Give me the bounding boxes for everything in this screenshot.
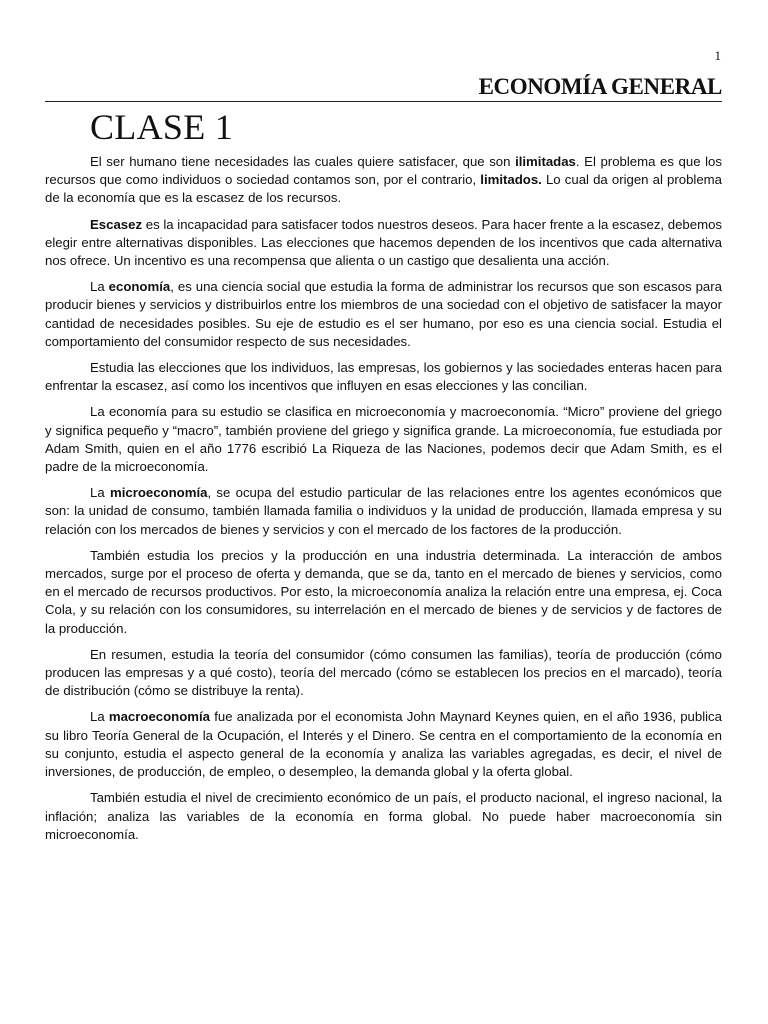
text-run: El ser humano tiene necesidades las cuales quiere satisfacer, que son: [90, 154, 516, 169]
text-run: , se ocupa del estudio particular de las relaciones entre los agentes económicos que son: la unidad de consumo, también llamada familia o individuos y la unidad de producción, llamada empresa y su relación con los mercados de bienes y servicios y con el mercado de los factores de la producción.: [45, 485, 722, 537]
bold-term: microeconomía: [109, 485, 208, 501]
text-run: La: [90, 279, 109, 295]
header-title: ECONOMÍA GENERAL: [478, 74, 722, 99]
bold-term: ilimitadas: [515, 154, 576, 169]
bold-term: limitados.: [480, 172, 542, 188]
paragraph: [45, 789, 722, 844]
paragraph: [45, 359, 722, 395]
text-run: También estudia el nivel de crecimiento económico de un país, el producto nacional, el ingreso nacional, la inflación; analiza las variables de la economía en forma global. No puede haber macroeconomía sin microeconomía.: [45, 790, 722, 842]
page-number: 1: [714, 48, 721, 63]
paragraph: [45, 216, 722, 271]
text-run: La: [90, 709, 109, 725]
paragraph: [45, 403, 722, 476]
text-run: En resumen, estudia la teoría del consumidor (cómo consumen las familias), teoría de producción (cómo producen las empresas y a qué costo), teoría del mercado (cómo se establecen los precios en el marcado), teoría de distribución (cómo se distribuye la renta).: [45, 646, 722, 699]
paragraph: [45, 484, 722, 539]
text-run: Lo cual da origen al problema de la economía que es la escasez de los recursos.: [45, 172, 722, 206]
paragraph: [45, 646, 722, 701]
text-run: es la incapacidad para satisfacer todos nuestros deseos. Para hacer frente a la escasez, debemos elegir entre alternativas disponibles. Las elecciones que hacemos dependen de los incentivos que cada alternativa nos ofrece. Un incentivo es una recompensa que alienta o un castigo que desalienta una acción.: [45, 216, 722, 269]
text-run: . El problema es que los recursos que como individuos o sociedad contamos son, por el contrario,: [45, 154, 722, 188]
paragraph: [45, 547, 722, 638]
paragraph: [45, 708, 722, 781]
paragraph: [45, 153, 722, 208]
text-run: La economía para su estudio se clasifica en microeconomía y macroeconomía. “Micro” proviene del griego y significa pequeño y “macro”, también proviene del griego y significa grande. La microeconomía, fue estudiada por Adam Smith, quien en el año 1776 escribió La Riqueza de las Naciones, podemos decir que Adam Smith, es el padre de la microeconomía.: [45, 404, 722, 475]
body-text: [45, 153, 722, 852]
text-run: También estudia los precios y la producción en una industria determinada. La interacción de ambos mercados, surge por el proceso de oferta y demanda, que se da, tanto en el mercado de bienes y servicios, como en el mercado de recursos productivos. Por esto, la microeconomía analiza la relación entre una empresa, ej. Coca Cola, y su relación con los consumidores, su interrelación en el mercado de bienes y de servicios y de factores de la producción.: [45, 547, 722, 636]
header-divider: [45, 101, 722, 102]
class-title: CLASE 1: [90, 107, 234, 147]
text-run: La: [90, 485, 110, 501]
paragraph: [45, 278, 722, 351]
bold-term: economía: [108, 279, 171, 295]
bold-term: Escasez: [90, 216, 143, 232]
bold-term: macroeconomía: [108, 709, 211, 725]
text-run: Estudia las elecciones que los individuos, las empresas, los gobiernos y las sociedades enteras hacen para enfrentar la escasez, así como los incentivos que influyen en esas elecciones y las concilian.: [45, 360, 722, 394]
text-run: , es una ciencia social que estudia la forma de administrar los recursos que son escasos para producir bienes y servicios y distribuirlos entre los miembros de una sociedad con el objetivo de satisfacer la mayor cantidad de necesidades posibles. Su eje de estudio es el ser humano, por eso es una ciencia social. Estudia el comportamiento del consumidor respecto de sus necesidades.: [45, 279, 722, 349]
text-run: fue analizada por el economista John Maynard Keynes quien, en el año 1936, publica su libro Teoría General de la Ocupación, el Interés y el Dinero. Se centra en el comportamiento de la economía en su conjunto, estudia el aspecto general de la economía y analiza las variables agregadas, es decir, el nivel de inversiones, de producción, de empleo, o desempleo, la demanda global y la oferta global.: [45, 709, 722, 780]
